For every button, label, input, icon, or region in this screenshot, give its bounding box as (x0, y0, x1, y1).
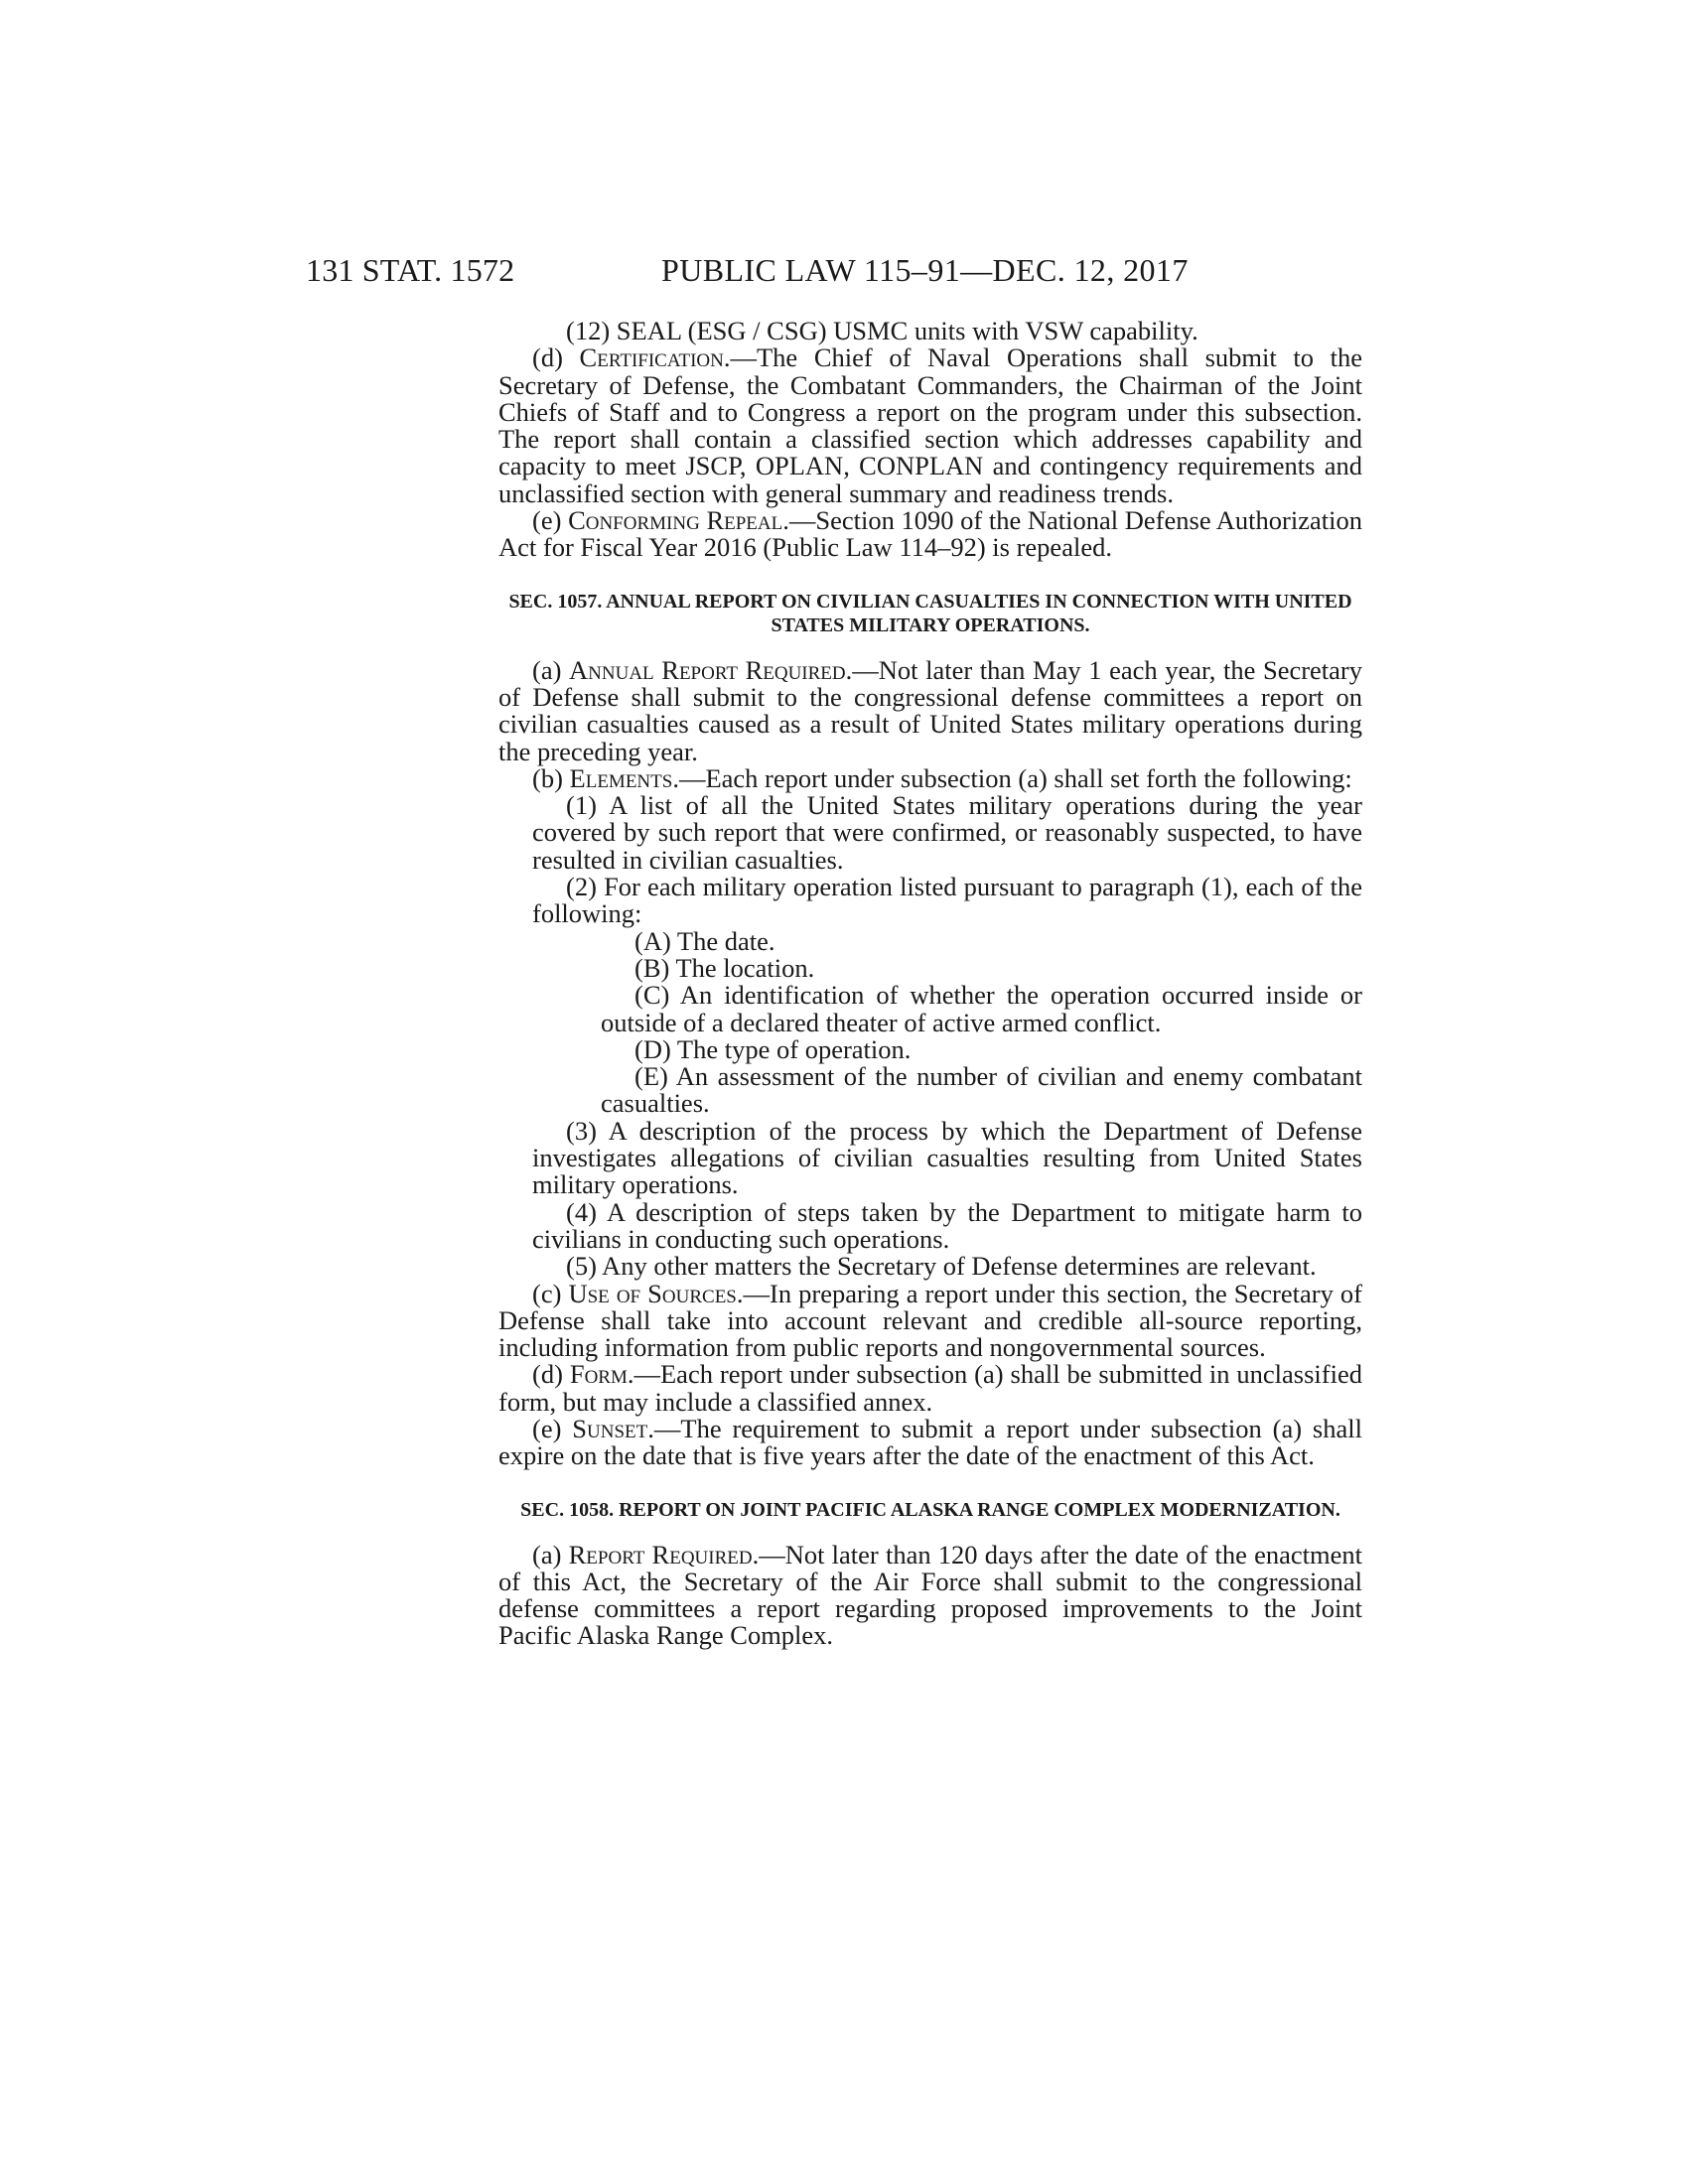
s1057-subparagraph-b: (B) The location. (634, 952, 815, 983)
subsection-heading: Sunset (572, 1413, 648, 1443)
subsection-text: .—Not later than May 1 each year, the Secretary of Defense shall submit to the congressional defense committees a report on civilian casualties caused as a result of United States military operations during the preceding year. (498, 654, 1363, 766)
s1057-subparagraph-a: (A) The date. (634, 925, 775, 956)
subsection-d-certification (498, 344, 1362, 507)
s1057-subsection-c (498, 1278, 1362, 1363)
document-body (498, 318, 1362, 1650)
subsection-label: (e) (532, 505, 569, 536)
subsection-label: (b) (532, 762, 570, 793)
s1057-subsection-e (498, 1413, 1362, 1471)
subsection-text: .—Each report under subsection (a) shall set forth the following: (672, 762, 1352, 793)
running-head: PUBLIC LAW 115–91—DEC. 12, 2017 (661, 252, 1189, 288)
subsection-label: (d) (532, 1359, 570, 1390)
s1057-subsection-d (498, 1361, 1362, 1416)
subsection-heading: Elements (569, 762, 673, 793)
subsection-heading: Form (569, 1359, 628, 1390)
s1057-subparagraph-d: (D) The type of operation. (634, 1033, 912, 1064)
s1057-paragraph-3: (3) A description of the process by which the Department of Defense investigates allegations of civilian casualties resulting from United States military operations. (532, 1115, 1362, 1200)
subsection-heading: Annual Report Required (569, 654, 846, 685)
subsection-label: (c) (532, 1278, 569, 1308)
subsection-text: .—The requirement to submit a report under subsection (a) shall expire on the date that is five years after the date of the enactment of this Act. (498, 1413, 1362, 1471)
page-header (306, 245, 1368, 295)
s1057-subsection-b (498, 762, 1362, 793)
subsection-text: .—Each report under subsection (a) shall be submitted in unclassified form, but may include a classified annex. (498, 1359, 1362, 1417)
subsection-heading: Certification (579, 342, 724, 373)
statute-reference: 131 STAT. 1572 (306, 252, 515, 288)
s1057-paragraph-5: (5) Any other matters the Secretary of Defense determines are relevant. (566, 1251, 1317, 1282)
s1058-subsection-a (498, 1539, 1362, 1651)
s1057-subsection-a (498, 654, 1363, 766)
subsection-label: (d) (532, 342, 580, 373)
subsection-label: (a) (532, 654, 570, 685)
subsection-heading: Report Required (568, 1539, 753, 1570)
s1057-paragraph-1: (1) A list of all the United States military operations during the year covered by such report that were confirmed, or reasonably suspected, to have resulted in civilian casualties. (532, 790, 1362, 875)
section-1058-heading: SEC. 1058. REPORT ON JOINT PACIFIC ALASKA RANGE COMPLEX MODERNIZATION. (520, 1498, 1340, 1521)
subsection-label: (a) (532, 1539, 569, 1570)
s1057-paragraph-2: (2) For each military operation listed pursuant to paragraph (1), each of the following: (532, 872, 1362, 929)
subsection-heading: Use of Sources (568, 1278, 737, 1308)
section-1057-heading: SEC. 1057. ANNUAL REPORT ON CIVILIAN CASUALTIES IN CONNECTION WITH UNITED STATES MILITARY OPERATIONS. (508, 590, 1352, 636)
subsection-text: .—The Chief of Naval Operations shall submit to the Secretary of Defense, the Combatant Commanders, the Chairman of the Joint Chiefs of Staff and to Congress a report on the program under this subsection. The report shall contain a classified section which addresses capability and capacity to meet JSCP, OPLAN, CONPLAN and contingency requirements and unclassified section with general summary and readiness trends. (498, 342, 1362, 508)
paragraph-12: (12) SEAL (ESG / CSG) USMC units with VSW capability. (566, 316, 1198, 345)
subsection-e-conforming-repeal (498, 507, 1362, 562)
s1057-paragraph-4: (4) A description of steps taken by the Department to mitigate harm to civilians in conducting such operations. (532, 1196, 1362, 1254)
subsection-text: .—Section 1090 of the National Defense Authorization Act for Fiscal Year 2016 (Public Law 114–92) is repealed. (498, 505, 1362, 563)
s1057-subparagraph-c: (C) An identification of whether the operation occurred inside or outside of a declared theater of active armed conflict. (601, 980, 1362, 1037)
subsection-heading: Conforming Repeal (568, 505, 783, 536)
subsection-label: (e) (532, 1413, 573, 1443)
s1057-subparagraph-e: (E) An assessment of the number of civilian and enemy combatant casualties. (601, 1061, 1362, 1119)
subsection-text: .—Not later than 120 days after the date of the enactment of this Act, the Secretary of the Air Force shall submit to the congressional defense committees a report regarding proposed improvements to the Joint Pacific Alaska Range Complex. (498, 1539, 1362, 1651)
subsection-text: .—In preparing a report under this section, the Secretary of Defense shall take into account relevant and credible all-source reporting, including information from public reports and nongovernmental sources. (498, 1278, 1362, 1363)
